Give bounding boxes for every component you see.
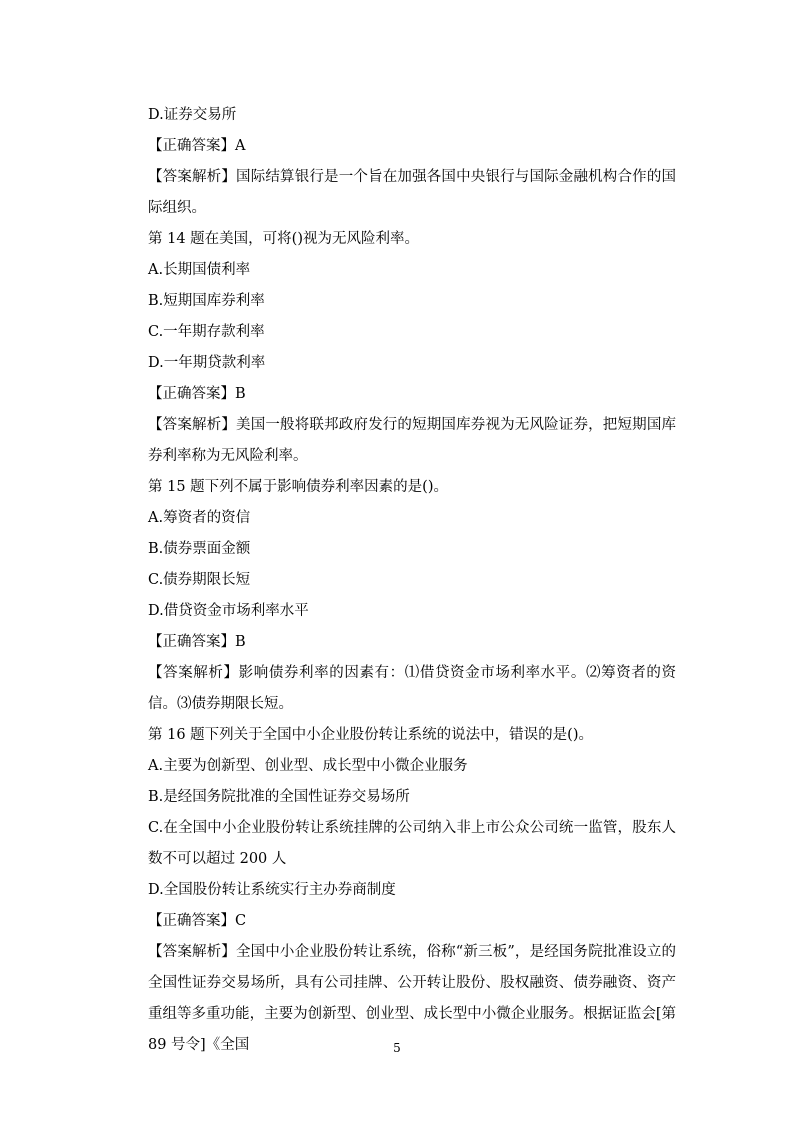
page-number: 5 (393, 1041, 401, 1055)
paragraph: D.全国股份转让系统实行主办券商制度 (148, 882, 396, 898)
document-body (120, 100, 676, 1061)
paragraph: 【正确答案】B (148, 634, 246, 650)
paragraph: C.债券期限长短 (148, 572, 251, 588)
paragraph: C.在全国中小企业股份转让系统挂牌的公司纳入非上市公众公司统一监管，股东人数不可以超过 200 人 (148, 820, 676, 867)
paragraph: 第 14 题在美国，可将()视为无风险利率。 (148, 231, 419, 247)
paragraph: 【答案解析】影响债券利率的因素有：⑴借贷资金市场利率水平。⑵筹资者的资信。⑶债券期限长短。 (148, 665, 676, 712)
paragraph: A.筹资者的资信 (148, 510, 251, 526)
paragraph: D.一年期贷款利率 (148, 355, 266, 371)
paragraph: A.主要为创新型、创业型、成长型中小微企业服务 (148, 758, 468, 774)
paragraph: D.借贷资金市场利率水平 (148, 603, 309, 619)
paragraph: 【答案解析】全国中小企业股份转让系统，俗称“新三板”，是经国务院批准设立的全国性证券交易场所，具有公司挂牌、公开转让股份、股权融资、债券融资、资产重组等多重功能，主要为创新型、创业型、成长型中小微企业服务。根据证监会[第 89 号令]《全国 (148, 944, 676, 1053)
paragraph: B.是经国务院批准的全国性证券交易场所 (148, 789, 410, 805)
paragraph: B.债券票面金额 (148, 541, 251, 557)
paragraph: 【答案解析】美国一般将联邦政府发行的短期国库券视为无风险证券，把短期国库券利率称为无风险利率。 (148, 417, 676, 464)
paragraph: C.一年期存款利率 (148, 324, 265, 340)
paragraph: 【正确答案】C (148, 913, 247, 929)
paragraph: 第 16 题下列关于全国中小企业股份转让系统的说法中，错误的是()。 (148, 727, 593, 743)
paragraph: 【正确答案】A (148, 138, 246, 154)
paragraph: B.短期国库券利率 (148, 293, 265, 309)
paragraph: 【答案解析】国际结算银行是一个旨在加强各国中央银行与国际金融机构合作的国际组织。 (148, 169, 676, 216)
paragraph: 【正确答案】B (148, 386, 246, 402)
paragraph: 第 15 题下列不属于影响债券利率因素的是()。 (148, 479, 448, 495)
paragraph: A.长期国债利率 (148, 262, 251, 278)
paragraph: D.证券交易所 (148, 107, 237, 123)
